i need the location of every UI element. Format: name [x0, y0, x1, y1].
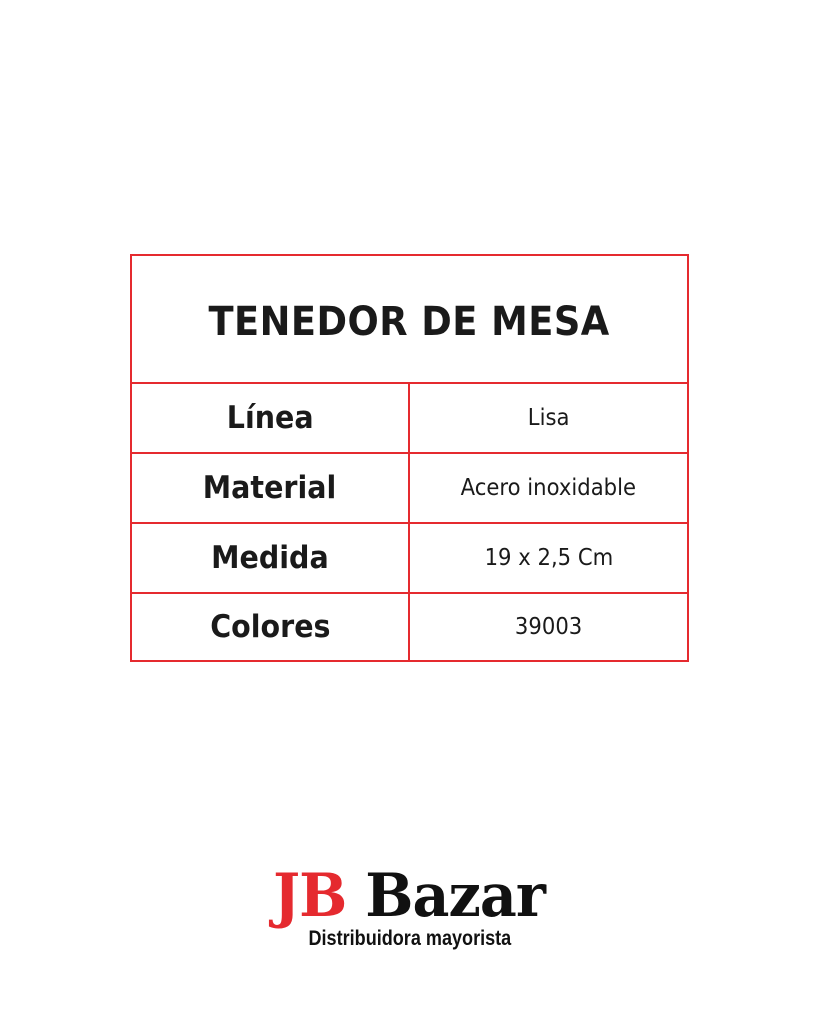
spec-value-text: 19 x 2,5 Cm: [484, 545, 613, 571]
spec-value: [410, 454, 687, 522]
brand-bazar: Bazar: [365, 861, 546, 931]
product-title: TENEDOR DE MESA: [208, 299, 611, 345]
spec-row-linea: [132, 384, 687, 454]
spec-label: [132, 454, 410, 522]
spec-label: [132, 524, 410, 592]
spec-label: [132, 384, 410, 452]
spec-label-text: Colores: [209, 609, 331, 645]
spec-table: [130, 254, 689, 662]
spec-row-material: [132, 454, 687, 524]
brand-jb: JB: [273, 861, 347, 931]
spec-row-medida: [132, 524, 687, 594]
spec-value-text: 39003: [514, 614, 583, 640]
brand-logo: [0, 862, 819, 951]
spec-row-colores: [132, 594, 687, 660]
spec-value: [410, 384, 687, 452]
spec-label-text: Medida: [211, 540, 329, 576]
spec-label-text: Material: [203, 470, 337, 506]
spec-value: [410, 524, 687, 592]
spec-value-text: Acero inoxidable: [460, 475, 637, 501]
brand-name: [274, 862, 546, 930]
spec-label: [132, 594, 410, 660]
spec-value-text: Lisa: [527, 405, 570, 431]
spec-label-text: Línea: [226, 400, 314, 436]
spec-value: [410, 594, 687, 660]
title-row: [132, 256, 687, 384]
brand-tagline: Distribuidora mayorista: [308, 927, 511, 950]
